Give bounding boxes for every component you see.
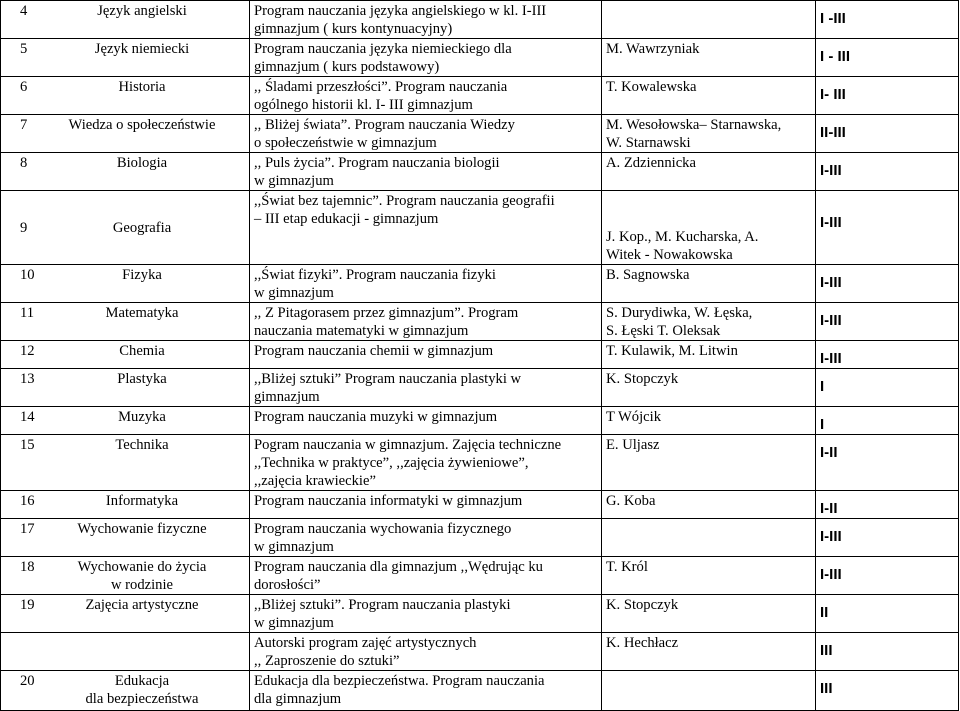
program-cell (250, 435, 602, 491)
authors-text: B. Sagnowska (606, 267, 690, 283)
authors-text: J. Kop., M. Kucharska, A. Witek - Nowakowska (606, 229, 759, 263)
row-number: 12 (20, 343, 35, 359)
subject-name: Wychowanie fizyczne (77, 521, 207, 537)
classes-cell (816, 115, 959, 153)
authors-cell (602, 519, 816, 557)
authors-text: T. Kowalewska (606, 79, 697, 95)
classes-cell (816, 519, 959, 557)
classes-cell (816, 633, 959, 671)
authors-text: E. Uljasz (606, 437, 660, 453)
program-text: ,, Bliżej świata”. Program nauczania Wiedzy o społeczeństwie w gimnazjum (254, 117, 515, 151)
subject-name: Geografia (112, 220, 172, 236)
authors-text: T. Król (606, 559, 648, 575)
classes-text: III (820, 642, 833, 659)
authors-cell (602, 39, 816, 77)
subject-name: Język niemiecki (94, 41, 190, 57)
row-number: 11 (20, 305, 35, 321)
subject-cell (1, 557, 250, 595)
authors-cell (602, 1, 816, 39)
subject-name: Zajęcia artystyczne (85, 597, 199, 613)
program-cell (250, 1, 602, 39)
subject-name: Informatyka (105, 493, 179, 509)
program-text: ,, Puls życia”. Program nauczania biologii w gimnazjum (254, 155, 500, 189)
authors-cell (602, 369, 816, 407)
subject-cell (1, 407, 250, 435)
classes-text: I-III (820, 162, 842, 179)
program-cell (250, 633, 602, 671)
subject-cell (1, 491, 250, 519)
authors-cell (602, 595, 816, 633)
table-row (1, 191, 959, 265)
subject-name: Wiedza o społeczeństwie (68, 117, 216, 133)
authors-text: M. Wawrzyniak (606, 41, 700, 57)
classes-cell (816, 369, 959, 407)
subject-name: Język angielski (97, 3, 187, 19)
classes-text: I-III (820, 566, 842, 583)
subject-name: Chemia (119, 343, 165, 359)
program-text: Program nauczania muzyki w gimnazjum (254, 409, 498, 425)
table-row (1, 671, 959, 711)
program-text: Program nauczania dla gimnazjum ,,Wędrując ku dorosłości” (254, 559, 543, 593)
authors-text: K. Stopczyk (606, 371, 679, 387)
program-cell (250, 77, 602, 115)
classes-cell (816, 671, 959, 711)
row-number: 4 (20, 3, 28, 19)
program-cell (250, 191, 602, 265)
program-text: Edukacja dla bezpieczeństwa. Program nauczania dla gimnazjum (254, 673, 545, 707)
classes-cell (816, 595, 959, 633)
subject-cell (1, 265, 250, 303)
program-cell (250, 519, 602, 557)
row-number: 9 (20, 219, 28, 236)
classes-text: II-III (820, 124, 846, 141)
subject-name: Muzyka (118, 409, 166, 425)
authors-cell (602, 115, 816, 153)
program-cell (250, 407, 602, 435)
program-cell (250, 265, 602, 303)
table-row (1, 557, 959, 595)
classes-text: I-III (820, 350, 842, 367)
authors-text: S. Durydiwka, W. Łęska, S. Łęski T. Oleksak (606, 305, 753, 339)
authors-cell (602, 491, 816, 519)
classes-text: I (820, 416, 825, 433)
authors-text: K. Hechłacz (606, 635, 679, 651)
program-cell (250, 303, 602, 341)
classes-cell (816, 77, 959, 115)
classes-text: I-III (820, 274, 842, 291)
classes-cell (816, 153, 959, 191)
classes-text: I-III (820, 214, 842, 231)
program-text: Autorski program zajęć artystycznych ,, Zaproszenie do sztuki” (254, 635, 477, 669)
table-row (1, 77, 959, 115)
program-text: ,,Bliżej sztuki” Program nauczania plastyki w gimnazjum (254, 371, 522, 405)
classes-cell (816, 1, 959, 39)
subject-cell (1, 153, 250, 191)
row-number: 17 (20, 521, 35, 537)
classes-text: I-II (820, 444, 838, 461)
classes-cell (816, 407, 959, 435)
classes-cell (816, 435, 959, 491)
subject-cell (1, 1, 250, 39)
program-text: Program nauczania języka niemieckiego dla gimnazjum ( kurs podstawowy) (254, 41, 512, 75)
row-number: 10 (20, 267, 35, 283)
row-number: 15 (20, 437, 35, 453)
authors-cell (602, 77, 816, 115)
table-row (1, 435, 959, 491)
authors-cell (602, 341, 816, 369)
authors-text: M. Wesołowska– Starnawska, W. Starnawski (606, 117, 782, 151)
classes-text: I- III (820, 86, 846, 103)
table-row (1, 1, 959, 39)
subject-cell (1, 369, 250, 407)
authors-cell (602, 265, 816, 303)
classes-cell (816, 303, 959, 341)
program-text: Program nauczania wychowania fizycznego w gimnazjum (254, 521, 512, 555)
table-row (1, 303, 959, 341)
row-number: 6 (20, 79, 28, 95)
authors-text: G. Koba (606, 493, 656, 509)
authors-cell (602, 671, 816, 711)
classes-cell (816, 491, 959, 519)
authors-text: K. Stopczyk (606, 597, 679, 613)
classes-text: I-III (820, 312, 842, 329)
subject-cell (1, 39, 250, 77)
program-text: Pogram nauczania w gimnazjum. Zajęcia techniczne ,,Technika w praktyce”, ,,zajęcia żywieniowe”, ,,zajęcia krawieckie” (254, 437, 562, 489)
table-row (1, 341, 959, 369)
subject-name: Historia (118, 79, 166, 95)
program-cell (250, 369, 602, 407)
classes-text: I -III (820, 10, 846, 27)
table-row (1, 633, 959, 671)
program-text: Program nauczania informatyki w gimnazjum (254, 493, 523, 509)
classes-cell (816, 265, 959, 303)
subject-name: Wychowanie do życia w rodzinie (77, 559, 207, 593)
classes-cell (816, 191, 959, 265)
authors-text: T. Kulawik, M. Litwin (606, 343, 738, 359)
authors-cell (602, 633, 816, 671)
program-text: Program nauczania języka angielskiego w kl. I-III gimnazjum ( kurs kontynuacyjny) (254, 3, 547, 37)
subject-cell (1, 595, 250, 633)
classes-text: I-II (820, 500, 838, 517)
classes-cell (816, 341, 959, 369)
subject-name: Technika (115, 437, 169, 453)
subject-cell (1, 341, 250, 369)
authors-cell (602, 303, 816, 341)
program-cell (250, 153, 602, 191)
row-number: 16 (20, 493, 35, 509)
subject-cell (1, 77, 250, 115)
program-text: ,, Z Pitagorasem przez gimnazjum”. Program nauczania matematyki w gimnazjum (254, 305, 519, 339)
authors-cell (602, 153, 816, 191)
subject-cell (1, 519, 250, 557)
subject-name: Fizyka (122, 267, 162, 283)
program-cell (250, 671, 602, 711)
row-number: 18 (20, 559, 35, 575)
classes-text: II (820, 604, 829, 621)
classes-text: I-III (820, 528, 842, 545)
subject-cell (1, 303, 250, 341)
subject-cell (1, 115, 250, 153)
program-text: ,,Świat bez tajemnic”. Program nauczania geografii – III etap edukacji - gimnazjum (254, 193, 555, 227)
subject-name: Plastyka (117, 371, 167, 387)
classes-text: I (820, 378, 825, 395)
program-cell (250, 39, 602, 77)
table-row (1, 39, 959, 77)
classes-cell (816, 39, 959, 77)
program-text: ,,Bliżej sztuki”. Program nauczania plastyki w gimnazjum (254, 597, 511, 631)
row-number: 5 (20, 41, 28, 57)
program-cell (250, 115, 602, 153)
program-cell (250, 557, 602, 595)
row-number: 20 (20, 673, 35, 689)
subject-cell (1, 191, 250, 265)
table-row (1, 595, 959, 633)
program-cell (250, 491, 602, 519)
row-number: 7 (20, 117, 28, 133)
program-text: ,,Świat fizyki”. Program nauczania fizyki w gimnazjum (254, 267, 496, 301)
program-text: ,, Śladami przeszłości”. Program nauczania ogólnego historii kl. I- III gimnazjum (254, 79, 508, 113)
row-number: 13 (20, 371, 35, 387)
program-cell (250, 341, 602, 369)
program-text: Program nauczania chemii w gimnazjum (254, 343, 494, 359)
authors-cell (602, 557, 816, 595)
authors-text: A. Zdziennicka (606, 155, 696, 171)
authors-cell (602, 435, 816, 491)
program-cell (250, 595, 602, 633)
classes-text: I - III (820, 48, 850, 65)
curriculum-table-body (1, 1, 959, 711)
authors-text: T Wójcik (606, 409, 661, 425)
table-row (1, 115, 959, 153)
classes-cell (816, 557, 959, 595)
table-row (1, 369, 959, 407)
subject-cell (1, 633, 250, 671)
table-row (1, 407, 959, 435)
row-number: 8 (20, 155, 28, 171)
table-row (1, 265, 959, 303)
subject-name: Matematyka (105, 305, 179, 321)
subject-cell (1, 435, 250, 491)
authors-cell (602, 191, 816, 265)
row-number: 14 (20, 409, 35, 425)
subject-name: Biologia (116, 155, 168, 171)
subject-cell (1, 671, 250, 711)
table-row (1, 519, 959, 557)
row-number: 19 (20, 597, 35, 613)
subject-name: Edukacja dla bezpieczeństwa (85, 673, 199, 707)
table-row (1, 153, 959, 191)
table-row (1, 491, 959, 519)
authors-cell (602, 407, 816, 435)
classes-text: III (820, 680, 833, 697)
